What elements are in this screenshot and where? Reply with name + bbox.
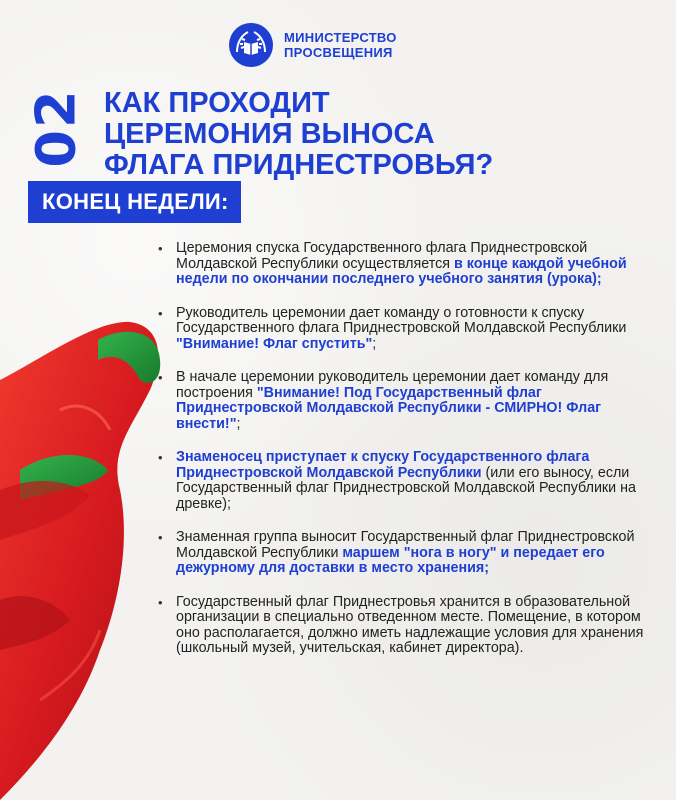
page-title-line3: ФЛАГА ПРИДНЕСТРОВЬЯ? xyxy=(104,149,494,181)
section-badge: КОНЕЦ НЕДЕЛИ: xyxy=(28,181,241,223)
section-number xyxy=(24,88,88,168)
list-item: • Знаменная группа выносит Государственный флаг Приднестровской Молдавской Республики маршем "нога в ногу" и передает его дежурному для доставки в место хранения; xyxy=(158,530,658,577)
list-item: • Руководитель церемонии дает команду о готовности к спуску Государственного флага Приднестровской Молдавской Республики "Внимание! Флаг спустить"; xyxy=(158,306,658,353)
page-title xyxy=(104,88,664,181)
ministry-name xyxy=(284,30,397,60)
ceremony-steps-list xyxy=(158,241,658,675)
ministry-name-line1: МИНИСТЕРСТВО xyxy=(284,30,397,45)
list-item: • Знаменосец приступает к спуску Государственного флага Приднестровской Молдавской Республики (или его выносу, если Государственный флаг Приднестровской Молдавской Республики на древке); xyxy=(158,450,658,512)
book-laurel-emblem-icon xyxy=(228,22,274,68)
list-item: • Церемония спуска Государственного флага Приднестровской Молдавской Республики осуществляется в конце каждой учебной недели по окончании последнего учебного занятия (урока); xyxy=(158,241,658,288)
list-item: • В начале церемонии руководитель церемонии дает команду для построения "Внимание! Под Государственный флаг Приднестровской Молдавской Республики - СМИРНО! Флаг внести!"; xyxy=(158,370,658,432)
section-number-text: 02 xyxy=(24,88,88,168)
ministry-name-line2: ПРОСВЕЩЕНИЯ xyxy=(284,45,393,60)
page-title-line2: ЦЕРЕМОНИЯ ВЫНОСА xyxy=(104,118,435,150)
page-title-line1: КАК ПРОХОДИТ xyxy=(104,87,330,119)
ministry-logo xyxy=(228,22,397,68)
list-item: • Государственный флаг Приднестровья хранится в образовательной организации в специально отведенном месте. Помещение, в котором оно располагается, должно иметь надлежащие условия для хранения (школьный музей, учительская, кабинет директора). xyxy=(158,595,658,657)
